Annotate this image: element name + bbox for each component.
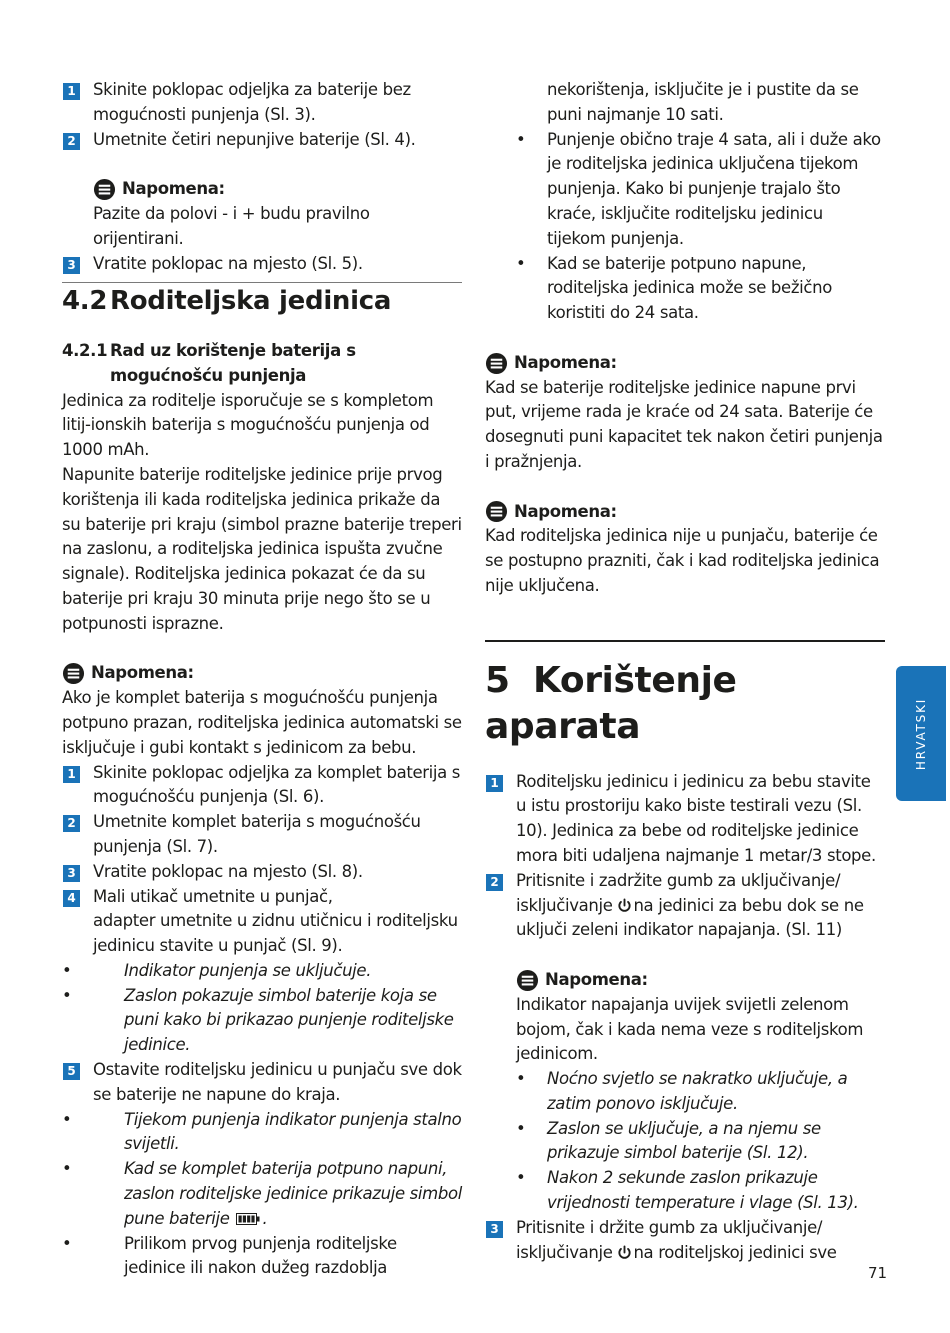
note-icon: [516, 969, 539, 992]
note-title: Napomena:: [545, 969, 648, 989]
note-icon: [62, 662, 85, 685]
step-2: 2 Umetnite četiri nepunjive baterije (Sl. 4).: [62, 128, 462, 153]
note-text: Kad roditeljska jedinica nije u punjaču, baterije će se postupno prazniti, čak i kad roditeljska jedinica nije uključena.: [485, 526, 880, 595]
step-number-2: 2: [63, 133, 80, 150]
chapter-step-3: 3 Pritisnite i držite gumb za uključivanje/ isključivanje na roditeljskoj jedinici sve: [485, 1216, 885, 1266]
paragraph-1: Jedinica za roditelje isporučuje se s kompletom litij-ionskih baterija s mogućnošću punjenja od 1000 mAh.: [62, 390, 434, 460]
step-number-3: 3: [486, 1221, 503, 1238]
list-item: • Kad se komplet baterija potpuno napuni, zaslon roditeljske jedinice prikazuje simbol pune baterije .: [62, 1159, 462, 1228]
chapter-step-2: 2 Pritisnite i zadržite gumb za uključivanje/ isključivanje na jedinici za bebu dok se ne uključi zeleni indikator napajanja. (Sl. 11): [485, 869, 885, 943]
power-icon: [617, 898, 632, 913]
note-icon: [485, 352, 508, 375]
power-icon: [617, 1245, 632, 1260]
note-title: Napomena:: [514, 352, 617, 372]
note-4: [485, 500, 885, 599]
battery-step-4: 4 Mali utikač umetnite u punjač, adapter umetnite u zidnu utičnicu i roditeljsku jedinicu stavite u punjač (Sl. 9).: [62, 885, 462, 959]
right-column: [485, 78, 885, 1265]
battery-step-2: 2 Umetnite komplet baterija s mogućnošću punjenja (Sl. 7).: [62, 810, 462, 860]
note-text: Indikator napajanja uvijek svijetli zelenom bojom, čak i kada nema veze s roditeljskom jedinicom.: [516, 994, 864, 1064]
language-tab: [896, 666, 946, 801]
step-number-2: 2: [63, 815, 80, 832]
continued-text: nekorištenja, isključite je i pustite da se puni najmanje 10 sati.: [547, 80, 859, 124]
battery-step-1: 1 Skinite poklopac odjeljka za komplet baterija s mogućnošću punjenja (Sl. 6).: [62, 761, 462, 811]
battery-step-5: 5 Ostavite roditeljsku jedinicu u punjaču sve dok se baterije ne napune do kraja.: [62, 1058, 462, 1108]
section-heading: 4.2 Roditeljska jedinica: [62, 282, 462, 314]
chapter-heading: 5 Korištenje aparata: [485, 640, 885, 750]
list-item: • Zaslon se uključuje, a na njemu se prikazuje simbol baterije (Sl. 12).: [516, 1118, 821, 1163]
full-battery-icon: [236, 1213, 260, 1225]
step-number-1: 1: [486, 775, 503, 792]
step-1: 1 Skinite poklopac odjeljka za baterije bez mogućnosti punjenja (Sl. 3).: [62, 78, 462, 128]
step-3: 3 Vratite poklopac na mjesto (Sl. 5).: [62, 252, 462, 277]
note-title: Napomena:: [514, 501, 617, 521]
note-5: [485, 968, 885, 1067]
note-3: [485, 351, 885, 475]
step-number-4: 4: [63, 890, 80, 907]
step-number-2: 2: [486, 874, 503, 891]
left-column: [62, 78, 462, 1281]
language-tab-label: HRVATSKI: [914, 697, 928, 770]
list-item: • Noćno svjetlo se nakratko uključuje, a zatim ponovo isključuje.: [516, 1069, 848, 1113]
battery-step-3: 3 Vratite poklopac na mjesto (Sl. 8).: [62, 860, 462, 885]
note-text: Kad se baterije roditeljske jedinice napune prvi put, vrijeme rada je kraće od 24 sata. Baterije će dosegnuti puni kapacitet tek nakon četiri punjenja i pražnjenja.: [485, 377, 883, 471]
note-icon: [93, 178, 116, 201]
note-icon: [485, 500, 508, 523]
step-number-1: 1: [63, 766, 80, 783]
step-number-5: 5: [63, 1063, 80, 1080]
step-number-1: 1: [63, 83, 80, 100]
chapter-step-1: 1 Roditeljsku jedinicu i jedinicu za bebu stavite u istu prostoriju kako biste testirali vezu (Sl. 10). Jedinica za bebe od roditeljske jedinice mora biti udaljena najmanje 1 metar/3 stope.: [485, 770, 885, 869]
note-text: Ako je komplet baterija s mogućnošću punjenja potpuno prazan, roditeljska jedinica automatski se isključuje i gubi kontakt s jedinicom za bebu.: [62, 688, 462, 757]
note-title: Napomena:: [91, 663, 194, 683]
list-item: • Indikator punjenja se uključuje.: [62, 960, 372, 980]
paragraph-2: Napunite baterije roditeljske jedinice prije prvog korištenja ili kada roditeljska jedinica prikaže da su baterije pri kraju (simbol prazne baterije treperi na zaslonu, a roditeljska jedinica ispušta zvučne signale). Roditeljska jedinica pokazat će da su baterije pri kraju 30 minuta prije nego što se u potpunosti isprazne.: [62, 464, 462, 633]
note-2: [62, 661, 462, 760]
note-title: Napomena:: [122, 179, 225, 199]
list-item: • Zaslon pokazuje simbol baterije koja se puni kako bi prikazao punjenje roditeljske jedinice.: [62, 985, 454, 1055]
step-number-3: 3: [63, 865, 80, 882]
list-item: • Nakon 2 sekunde zaslon prikazuje vrijednosti temperature i vlage (Sl. 13).: [516, 1168, 859, 1213]
note-text: Pazite da polovi - i + budu pravilno orijentirani.: [93, 203, 370, 248]
list-item: • Punjenje obično traje 4 sata, ali i duže ako je roditeljska jedinica uključena tijekom punjenja. Kako bi punjenje trajalo što kraće, isključite roditeljsku jedinicu tijekom punjenja.: [516, 129, 881, 248]
list-item: • Tijekom punjenja indikator punjenja stalno svijetli.: [62, 1109, 462, 1154]
subsection-heading: 4.2.1 Rad uz korištenje baterija s mogućnošću punjenja: [62, 340, 356, 385]
note-1: [62, 177, 462, 251]
list-item: • Kad se baterije potpuno napune, roditeljska jedinica može se bežično koristiti do 24 sata.: [516, 253, 832, 323]
page-number: 71: [868, 1264, 888, 1282]
step-number-3: 3: [63, 257, 80, 274]
list-item: • Prilikom prvog punjenja roditeljske jedinice ili nakon dužeg razdoblja: [62, 1233, 397, 1278]
